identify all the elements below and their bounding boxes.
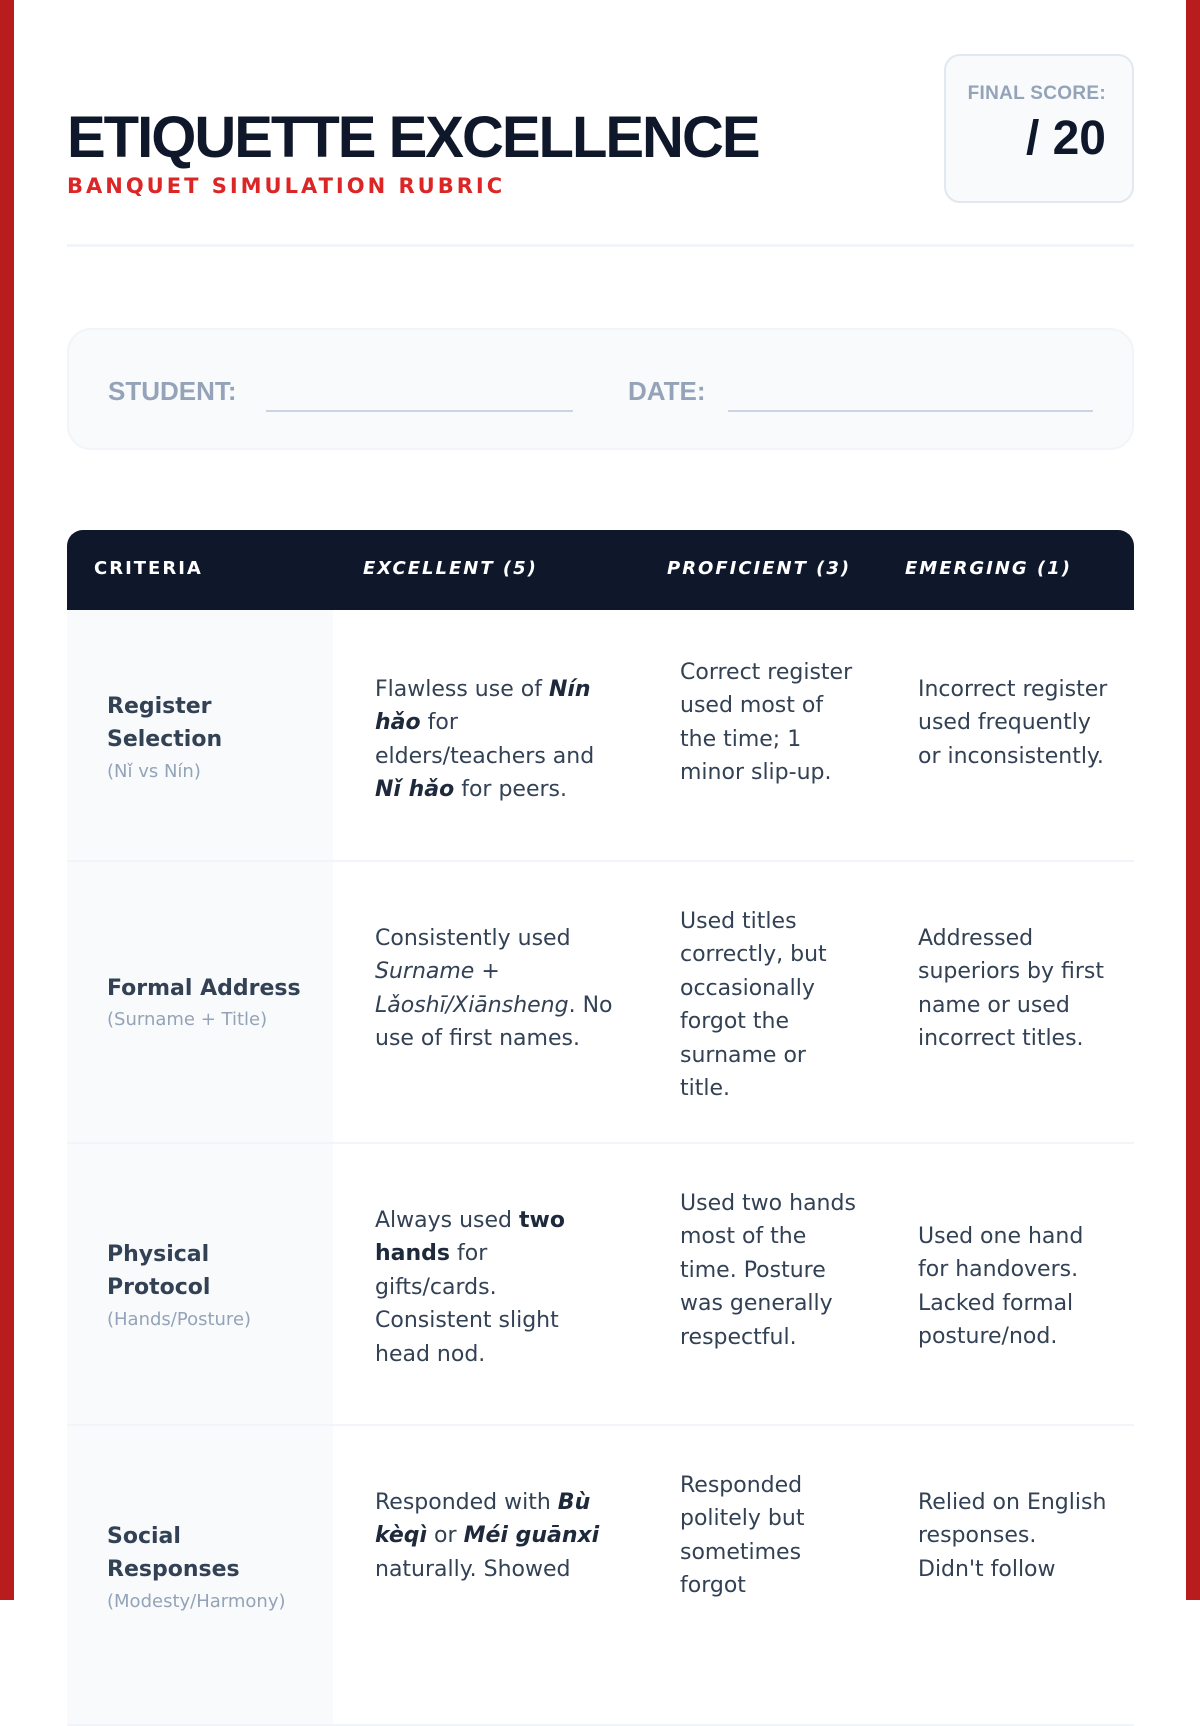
header-emerging: EMERGING (1) [905,558,1072,579]
table-row [67,1144,1134,1426]
proficient-descriptor: Used two hands most of the time. Posture was generally respectful. [680,1191,856,1350]
table-row [67,1426,1134,1726]
date-field[interactable] [728,410,1093,412]
excellent-descriptor: Always used two hands for gifts/cards. Consistent slight head nod. [375,1208,565,1367]
criterion [107,972,317,1035]
emerging-descriptor: Relied on English responses. Didn't follow [918,1490,1107,1582]
criterion-subtitle: (Surname + Title) [107,1009,268,1031]
final-score-box [944,54,1134,203]
table-row [67,862,1134,1144]
excellent-descriptor: Responded with Bù kèqì or Méi guānxi naturally. Showed [375,1490,600,1582]
student-info-card [67,328,1134,450]
final-score-label: FINAL SCORE: [967,83,1106,104]
excellent-descriptor: Flawless use of Nín hǎo for elders/teachers and Nǐ hǎo for peers. [375,677,595,803]
criterion [107,690,317,787]
excellent-descriptor: Consistently used Surname + Lǎoshī/Xiānsheng. No use of first names. [375,926,613,1052]
emerging-descriptor: Addressed superiors by first name or used incorrect titles. [918,926,1104,1052]
left-accent-bar [0,0,14,1600]
criterion-name: Register Selection [107,694,223,753]
emerging-descriptor: Used one hand for handovers. Lacked formal posture/nod. [918,1224,1084,1350]
criterion-subtitle: (Nǐ vs Nín) [107,760,201,782]
table-row [67,610,1134,862]
date-label: DATE: [628,376,706,406]
page-title: ETIQUETTE EXCELLENCE [67,105,759,170]
proficient-descriptor: Responded politely but sometimes forgot [680,1473,805,1599]
student-name-field[interactable] [266,410,573,412]
table-header [67,530,1134,610]
criterion-name: Physical Protocol [107,1242,211,1301]
proficient-descriptor: Used titles correctly, but occasionally forgot the surname or title. [680,909,827,1102]
proficient-descriptor: Correct register used most of the time; 1 minor slip-up. [680,660,853,786]
criterion-name: Formal Address [107,976,301,1001]
header-excellent: EXCELLENT (5) [363,558,538,579]
rubric-table [67,530,1134,1612]
criterion-subtitle: (Hands/Posture) [107,1308,252,1330]
criterion [107,1238,317,1335]
criterion-subtitle: (Modesty/Harmony) [107,1590,286,1612]
student-label: STUDENT: [108,376,237,406]
criterion-name: Social Responses [107,1524,240,1583]
final-score-value: / 20 [1025,112,1106,165]
rubric-page [67,0,1134,1612]
page-header [67,0,1134,247]
emerging-descriptor: Incorrect register used frequently or inconsistently. [918,677,1108,769]
header-criteria: CRITERIA [94,558,203,579]
right-accent-bar [1186,0,1200,1600]
header-proficient: PROFICIENT (3) [667,558,852,579]
criterion [107,1520,317,1617]
page-subtitle: BANQUET SIMULATION RUBRIC [67,174,506,198]
